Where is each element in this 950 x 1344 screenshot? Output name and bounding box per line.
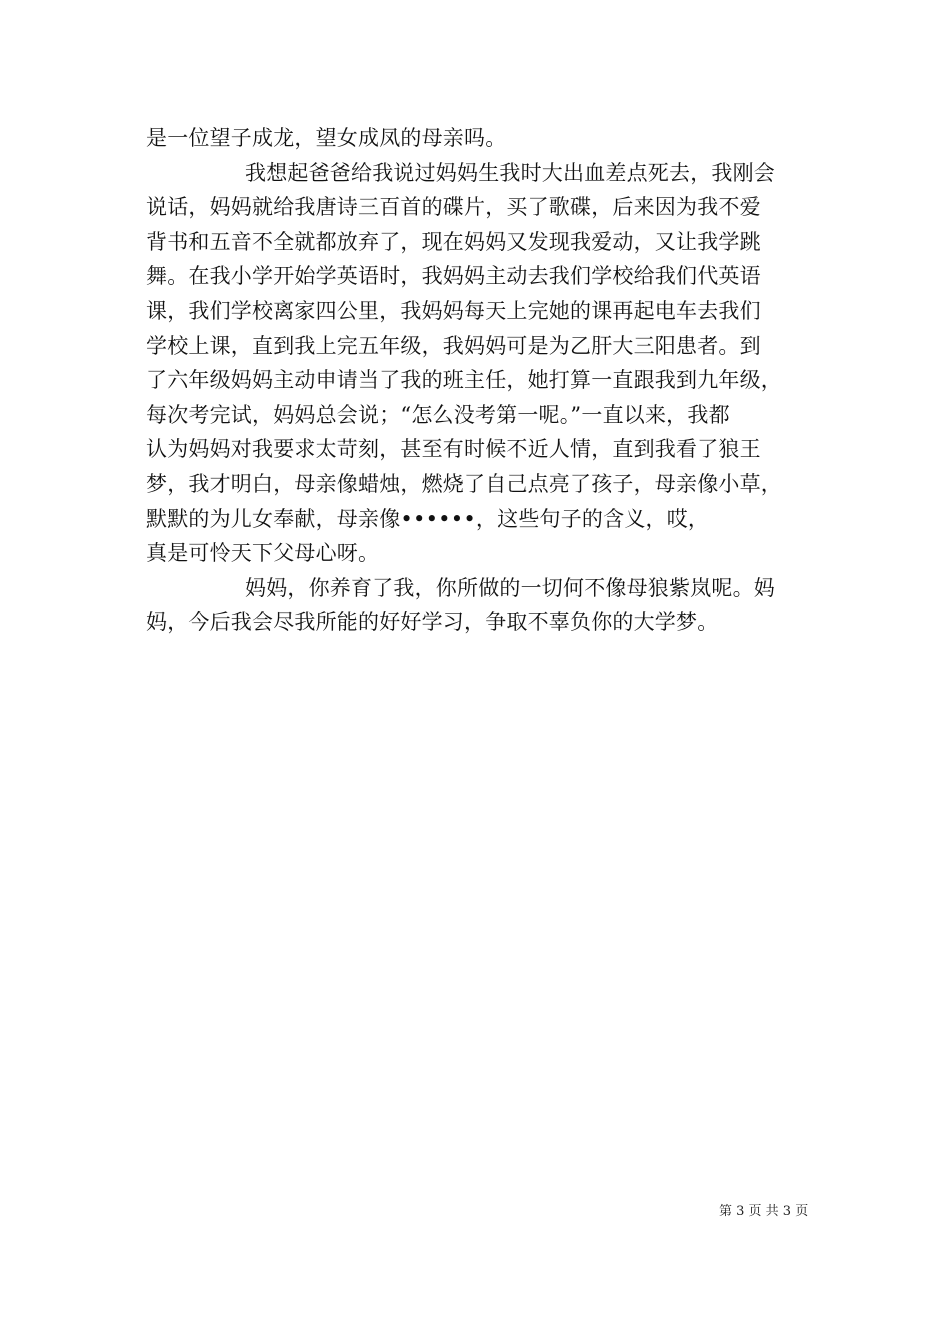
text-line: 说话，妈妈就给我唐诗三百首的碟片，买了歌碟，后来因为我不爱 [146,195,761,220]
paragraph-start-line: 妈妈，你养育了我，你所做的一切何不像母狼紫岚呢。妈 [245,575,775,600]
body-text [146,121,826,640]
text-line: 课，我们学校离家四公里，我妈妈每天上完她的课再起电车去我们 [146,298,761,323]
text-line: 背书和五音不全就都放弃了，现在妈妈又发现我爱动，又让我学跳 [146,229,761,254]
text-line: 认为妈妈对我要求太苛刻，甚至有时候不近人情，直到我看了狼王 [146,437,761,462]
text-line: 妈，今后我会尽我所能的好好学习，争取不辜负你的大学梦。 [146,610,719,635]
text-line: 舞。在我小学开始学英语时，我妈妈主动去我们学校给我们代英语 [146,264,761,289]
page-number: 第 3 页 共 3 页 [719,1204,809,1219]
text-line: 真是可怜天下父母心呀。 [146,541,380,566]
text-line: 每次考完试，妈妈总会说；“怎么没考第一呢。”一直以来，我都 [146,402,730,427]
text-line: 学校上课，直到我上完五年级，我妈妈可是为乙肝大三阳患者。到 [146,333,761,358]
text-line: 梦，我才明白，母亲像蜡烛，燃烧了自己点亮了孩子，母亲像小草， [146,471,782,496]
paragraph-start-line: 我想起爸爸给我说过妈妈生我时大出血差点死去，我刚会 [245,160,775,185]
text-line: 是一位望子成龙，望女成凤的母亲吗。 [146,126,507,150]
text-line: 了六年级妈妈主动申请当了我的班主任，她打算一直跟我到九年级， [146,368,782,393]
text-line: 默默的为儿女奉献，母亲像••••••，这些句子的含义，哎， [146,506,710,531]
